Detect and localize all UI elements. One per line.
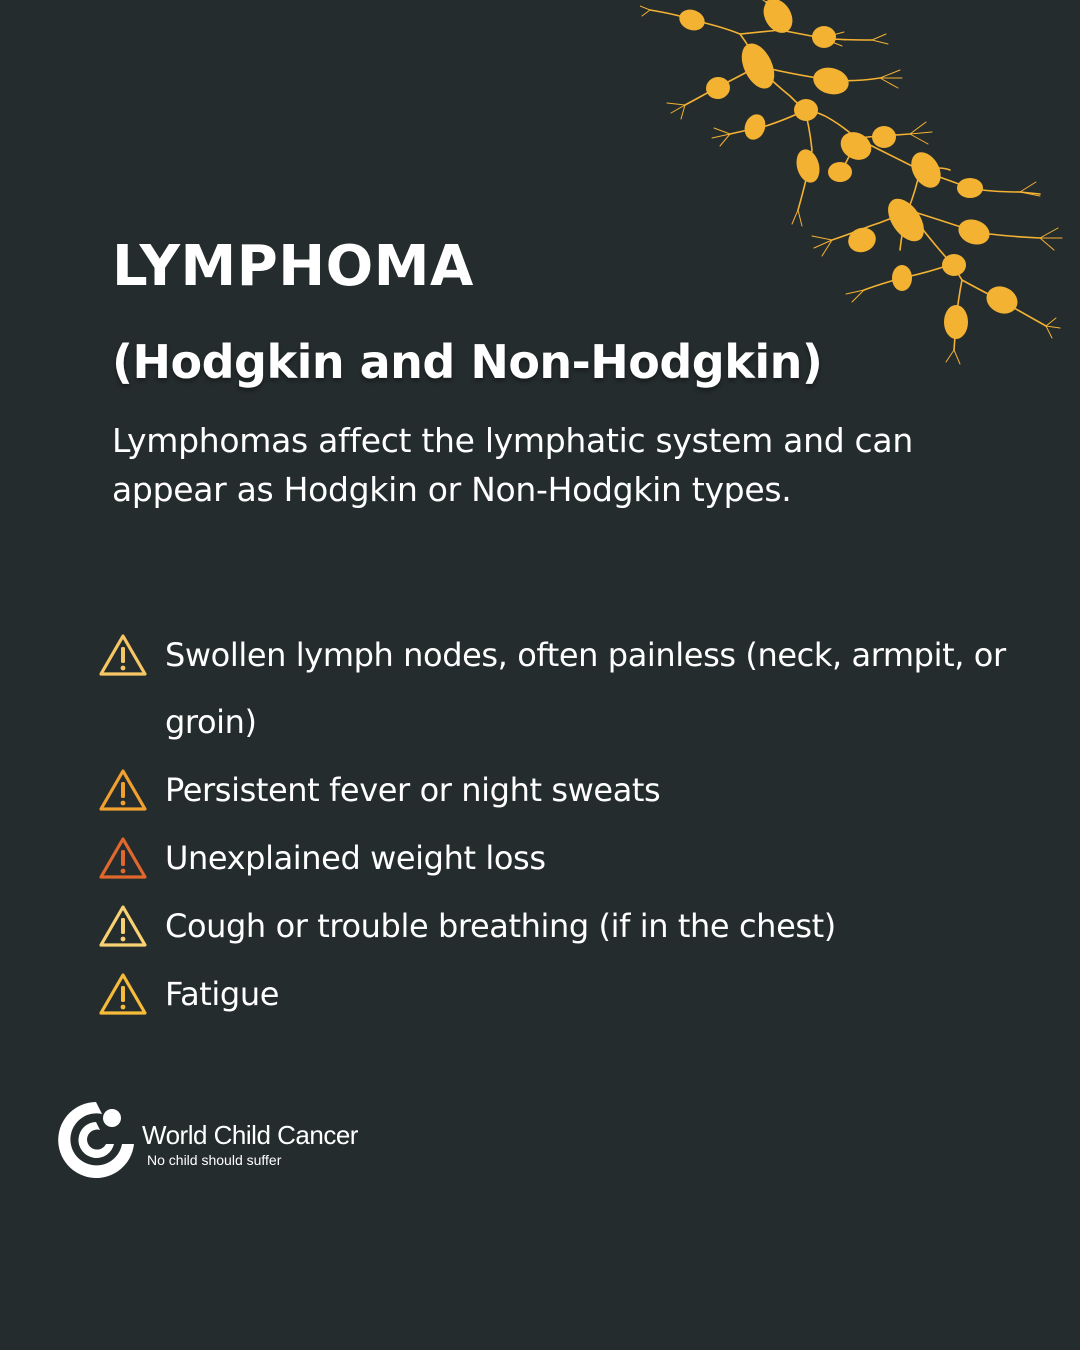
warning-icon: [98, 971, 148, 1017]
symptom-list: [98, 622, 1058, 1029]
logo-swirl-icon: [56, 1100, 136, 1180]
symptom-item: [98, 622, 1058, 756]
warning-icon: [98, 632, 148, 678]
world-child-cancer-logo[interactable]: [56, 1100, 396, 1182]
symptom-text: Unexplained weight loss: [165, 839, 546, 877]
page-title: LYMPHOMA: [112, 234, 474, 299]
symptom-text: Persistent fever or night sweats: [165, 771, 661, 809]
page-subtitle: (Hodgkin and Non-Hodgkin): [112, 335, 823, 389]
symptom-text: Fatigue: [165, 975, 279, 1013]
logo-tagline: No child should suffer: [147, 1152, 282, 1168]
symptom-item: [98, 757, 1058, 824]
warning-icon: [98, 835, 148, 881]
symptom-item: [98, 825, 1058, 892]
symptom-item: [98, 893, 1058, 960]
warning-icon: [98, 903, 148, 949]
symptom-text: Cough or trouble breathing (if in the chest): [165, 907, 836, 945]
symptom-text: Swollen lymph nodes, often painless (neck, armpit, or groin): [165, 636, 1006, 741]
warning-icon: [98, 767, 148, 813]
logo-name: World Child Cancer: [142, 1120, 358, 1150]
lymph-node-illustration: [640, 0, 1080, 370]
symptom-item: [98, 961, 1058, 1028]
intro-text: Lymphomas affect the lymphatic system and can appear as Hodgkin or Non-Hodgkin types.: [112, 421, 913, 509]
